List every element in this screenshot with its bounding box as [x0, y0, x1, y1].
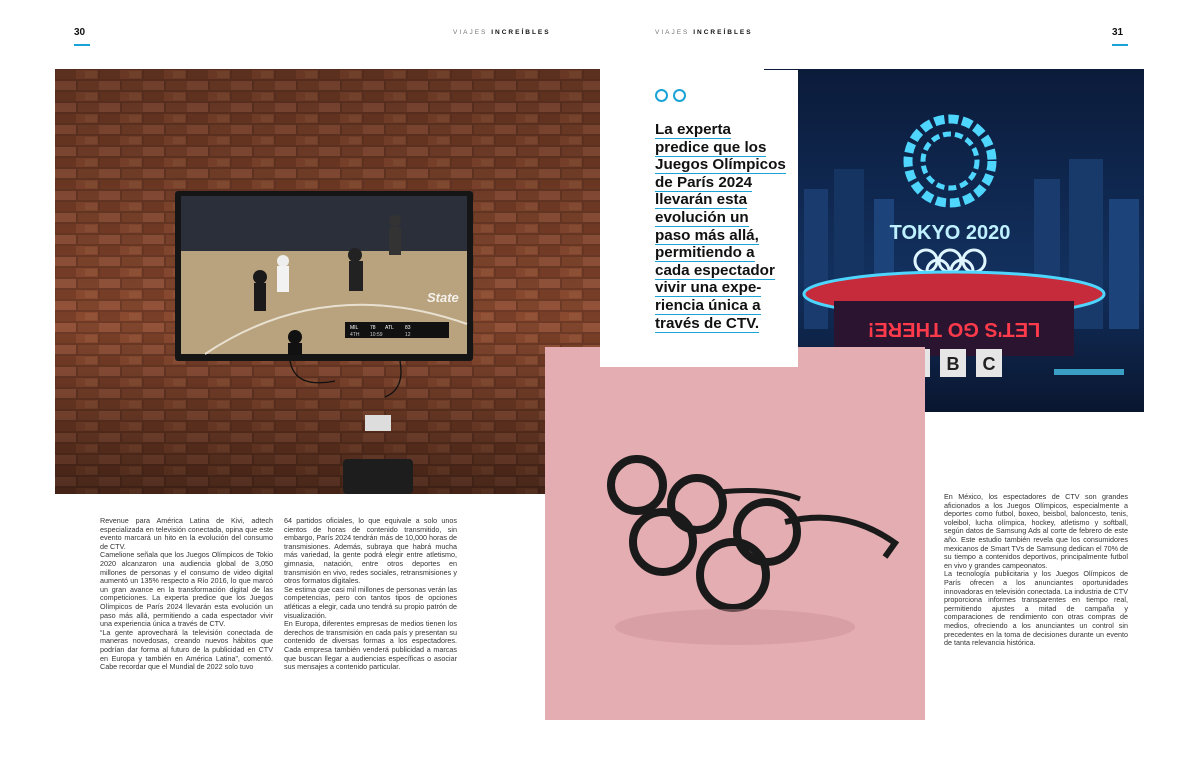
page-number-right: 31	[1112, 27, 1128, 46]
trash-bin	[343, 459, 413, 494]
paragraph: La tecnología publicitaria y los Juegos Olímpicos de París ofrecen a los anunciantes oportunidades innovadoras en televisión conectada. La industria de CTV proporciona informes transparentes en tiempo real, permitiendo ajustes a mitad de campaña y comparaciones de rendimiento con otras compras de medios, ofreciendo a los anunciantes un control sin precedentes en la toma de decisiones durante un evento de tanta relevancia histórica.	[944, 569, 1128, 648]
svg-text:12: 12	[405, 332, 411, 338]
svg-text:LET'S GO THERE!: LET'S GO THERE!	[867, 318, 1041, 340]
body-column-1	[100, 517, 273, 672]
paragraph: 64 partidos oficiales, lo que equivale a solo unos cientos de horas de contenido transmitido, sin embargo, París 2024 tendrán más de 10,000 horas de transmisiones. Además, subraya que habrá mucha más variedad, la gente podrá elegir entre atletismo, gimnasia, natación, entre otros deportes en transmisión en vivo, redes sociales, retransmisiones y otros formatos digitales.	[284, 516, 458, 586]
svg-text:10:59: 10:59	[370, 332, 383, 338]
svg-text:4TH: 4TH	[350, 332, 360, 338]
running-head-left: VIAJES INCREÍBLES	[453, 29, 551, 36]
paragraph: En México, los espectadores de CTV son grandes aficionados a los Juegos Olímpicos, especialmente a deportes como futbol, boxeo, beisbol, baloncesto, tenis, voleibol, lucha olímpica, hockey, atletismo y softball, según datos de Samsung Ads al corte de febrero de este año. Este estudio también revela que los consumidores mexicanos de Smart TVs de Samsung dedican el 70% de su tiempo a contenidos deportivos, principalmente futbol en vivo y grandes campeonatos.	[944, 492, 1128, 570]
wall-outlet	[365, 415, 391, 431]
body-column-3	[944, 493, 1128, 648]
running-head-right: VIAJES INCREÍBLES	[655, 29, 753, 36]
svg-text:MIL: MIL	[350, 325, 359, 331]
paragraph: Se estima que casi mil millones de personas verán las competencias, pero con tantos tipos de opciones atléticas a elegir, cada uno tendrá su propio patrón de visualización.	[284, 584, 457, 620]
paragraph: En Europa, diferentes empresas de medios tienen los derechos de transmisión en cada país y presentan su contenido de diversas formas a los espectadores. Cada empresa también venderá publicidad a marcas que buscan llegar a audiencias específicas o asociar sus mensajes a contenido particular.	[284, 619, 457, 672]
body-column-2	[284, 517, 457, 672]
svg-text:83: 83	[405, 325, 411, 331]
svg-text:TOKYO 2020: TOKYO 2020	[889, 222, 1011, 244]
paragraph: Camelione señala que los Juegos Olímpicos de Tokio 2020 alcanzaron una audiencia global de 3,050 millones de personas y el consumo de video digital aumentó un 135% respecto a Río 2016, lo que marcó un gran avance en la transformación digital de las competiciones. La experta predice que los Juegos Olímpicos de París 2024 llevarán esta evolución un paso más allá, permitiendo a cada espectador vivir una experiencia única a través de CTV.	[100, 550, 273, 629]
svg-text:78: 78	[370, 325, 376, 331]
tv-brick-wall-photo	[55, 69, 600, 494]
paragraph: Revenue para América Latina de Kivi, adtech especializada en televisión conectada, opina que este evento marcará un hito en la evolución del consumo de CTV.	[100, 516, 273, 551]
scoreboard	[345, 322, 449, 338]
svg-text:B: B	[946, 354, 960, 374]
svg-text:C: C	[982, 354, 996, 374]
page-number-left: 30	[74, 27, 90, 46]
decor-circle-2	[673, 89, 686, 102]
paragraph: “La gente aprovechará la televisión conectada de maneras novedosas, creando nuevos hábitos que podrían dar forma al futuro de la publicidad en CTV en Europa y también en América Latina”, comentó. Cabe recordar que el Mundial de 2022 solo tuvo	[100, 627, 273, 672]
glasses-photo	[545, 347, 925, 720]
decor-circle-1	[655, 89, 668, 102]
svg-text:ATL: ATL	[385, 325, 394, 331]
pull-quote: La experta predice que los Juegos Olímpicos de París 2024 llevarán esta evolución un paso más allá, permitiendo a cada espectador vivir una expe- riencia única a través de CTV.	[655, 121, 786, 332]
svg-text:State: State	[427, 290, 459, 305]
